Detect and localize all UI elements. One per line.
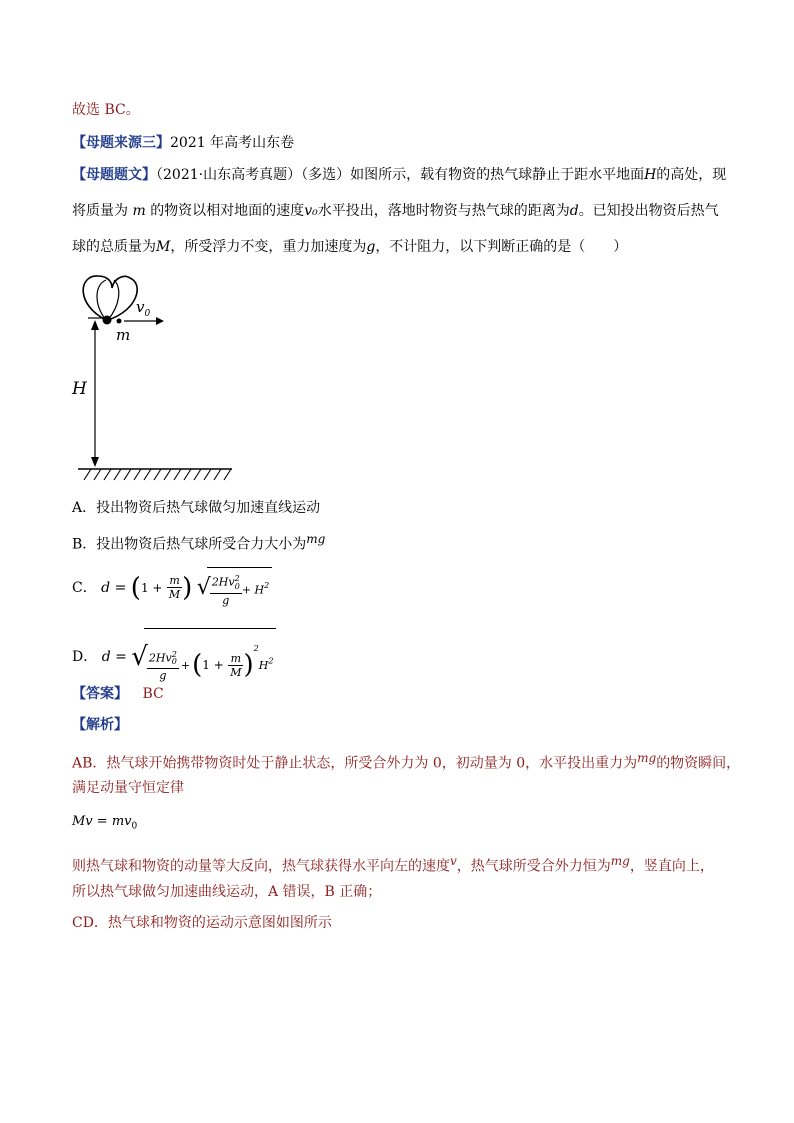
- analysis-var-v: v: [450, 854, 457, 868]
- question-label: 【母题题文】: [72, 167, 156, 183]
- analysis-ab-line-1: [72, 748, 740, 774]
- analysis-line-3: [72, 851, 714, 877]
- option-c: [72, 567, 272, 609]
- question-text-1b: 的高处，现: [656, 167, 727, 183]
- label-H: H: [72, 379, 87, 399]
- analysis-text-4: 所以热气球做匀加速曲线运动，A 错误，B 正确；: [72, 884, 382, 900]
- analysis-ab-mg: mg: [637, 751, 657, 765]
- balloon-basket-dot: [103, 316, 112, 325]
- option-b-text: B．投出物资后热气球所受合力大小为: [72, 536, 307, 553]
- balloon-icon: [83, 276, 137, 320]
- question-var-g: g: [366, 239, 376, 255]
- option-d-label: D．: [72, 649, 98, 665]
- question-var-H: H: [644, 167, 657, 183]
- answer-label: 【答案】: [72, 686, 128, 702]
- label-v0: $v_0$: [136, 298, 151, 319]
- label-m: m: [116, 326, 131, 344]
- analysis-equation: [72, 812, 137, 837]
- option-c-oneplus: 1 +: [140, 580, 163, 595]
- analysis-ab-text-1a: AB．热气球开始携带物资时处于静止状态，所受合外力为 0，初动量为 0，水平投出重力为: [72, 755, 638, 772]
- answer-line: [72, 684, 164, 704]
- option-c-frac: $\frac{m}{M}$: [168, 574, 181, 602]
- option-c-sqrt-body: $\frac{2Hv^2_0}{g}$ + $H^2$: [207, 567, 272, 609]
- prev-answer-text: 故选 BC。: [72, 102, 140, 118]
- analysis-eq-sub: 0: [131, 821, 138, 832]
- question-text-2e: 。已知投出物资后热气: [578, 203, 719, 219]
- question-text-1a: （2021·山东高考真题）（多选）如图所示，载有物资的热气球静止于距水平地面: [156, 167, 645, 183]
- option-b: [72, 529, 325, 555]
- option-d-eq: =: [115, 649, 127, 665]
- option-b-mg: mg: [306, 532, 326, 546]
- option-d-d: d: [101, 649, 111, 665]
- source-label: 【母题来源三】: [72, 135, 170, 151]
- analysis-line-5: [72, 913, 332, 933]
- question-line-3: [72, 237, 627, 257]
- option-c-lparen: (: [130, 572, 141, 603]
- option-c-label: C．: [72, 579, 97, 596]
- analysis-ab-text-2: 满足动量守恒定律: [72, 780, 184, 796]
- analysis-text-3b: ，热气球所受合外力恒为: [456, 858, 611, 875]
- analysis-ab-text-1b: 的物资瞬间，: [656, 755, 741, 772]
- source-line: [72, 133, 294, 153]
- ground-hatching: [84, 469, 231, 480]
- question-var-M: M: [156, 239, 171, 255]
- analysis-var-mg: mg: [610, 854, 630, 868]
- option-d-sqrt-body: $\frac{2Hv^2_0}{g}$ +(1 + $\frac{m}{M}$ )$^2H^2$: [144, 628, 277, 686]
- option-a-text: A．投出物资后热气球做匀加速直线运动: [72, 500, 321, 516]
- question-text-3c: ，不计阻力，以下判断正确的是（ ）: [375, 239, 628, 255]
- question-var-m: m: [132, 203, 146, 219]
- analysis-line-4: [72, 882, 381, 902]
- question-var-v0: v₀: [304, 203, 318, 219]
- analysis-text-3c: ，竖直向上，: [629, 858, 714, 875]
- question-text-3a: 球的总质量为: [72, 239, 156, 255]
- question-var-d: d: [569, 203, 579, 219]
- question-line-2: [72, 201, 719, 221]
- analysis-ab-line-2: [72, 778, 184, 798]
- balloon-figure: [66, 270, 266, 485]
- source-text: 2021 年高考山东卷: [170, 135, 295, 151]
- option-c-sqrt-sign: √: [196, 574, 211, 600]
- option-c-d: d: [101, 579, 111, 596]
- question-text-2c: 水平投出，落地时物资与热气球的距离为: [317, 203, 570, 219]
- analysis-label: 【解析】: [72, 717, 128, 733]
- option-c-rparen: ): [182, 572, 193, 603]
- question-text-2a: 将质量为: [72, 203, 128, 219]
- option-d-sqrt-sign: √: [131, 642, 148, 672]
- question-text-3b: ，所受浮力不变，重力加速度为: [170, 239, 367, 255]
- cargo-dot: [117, 319, 122, 324]
- option-d: [72, 628, 276, 686]
- question-line-1: [72, 165, 726, 185]
- question-text-2b: 的物资以相对地面的速度: [150, 203, 305, 219]
- answer-value: BC: [142, 686, 164, 702]
- analysis-eq-text: Mv = mv: [72, 814, 132, 829]
- analysis-text-3a: 则热气球和物资的动量等大反向，热气球获得水平向左的速度: [72, 858, 450, 875]
- prev-answer-line: [72, 100, 140, 120]
- option-c-eq: =: [114, 579, 127, 596]
- analysis-text-5: CD．热气球和物资的运动示意图如图所示: [72, 915, 332, 931]
- option-a: [72, 498, 320, 518]
- analysis-label-line: [72, 715, 128, 735]
